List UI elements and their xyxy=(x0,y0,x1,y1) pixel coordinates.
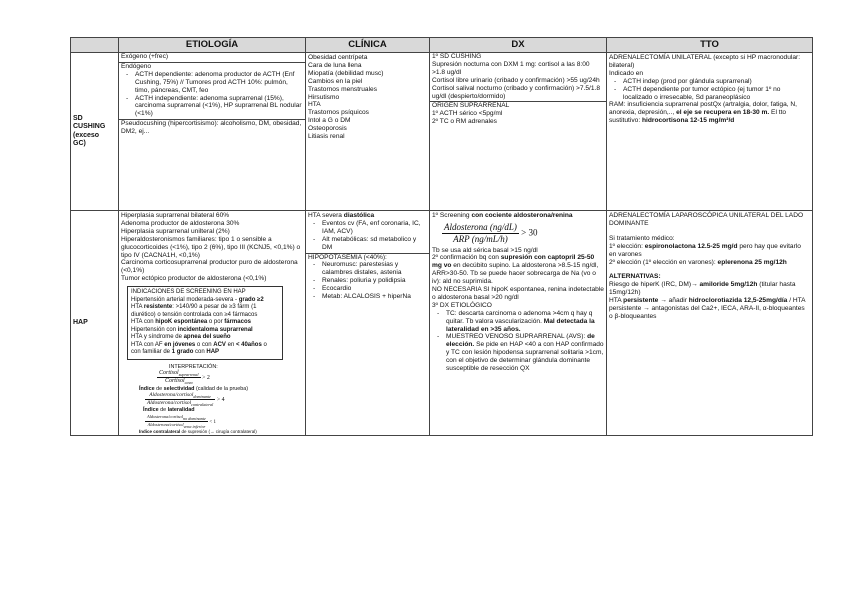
text-span: Riesgo de hiperK (IRC, DM)→ xyxy=(609,281,700,289)
relation: > 30 xyxy=(521,227,538,238)
list-item: - Eventos cv (FA, enf coronaria, IC, IAM, ACV) xyxy=(322,220,427,236)
text-span: HTA xyxy=(609,297,624,305)
text-span: en jóvenes xyxy=(164,341,196,348)
interp-title: INTERPRETACIÓN: xyxy=(169,363,218,370)
header-etiologia: ETIOLOGÍA xyxy=(119,38,306,53)
text-span: cava xyxy=(184,380,193,386)
text-span: Aldosterona xyxy=(147,400,174,407)
fraction-numerator: Aldosterona (ng/dL) xyxy=(444,221,517,232)
row-label-line: SD xyxy=(73,114,83,122)
summary-table xyxy=(70,37,813,436)
row-label-line: (exceso xyxy=(73,131,100,139)
text-span: hidrocortisona 12-15 mg/m²/d xyxy=(642,117,735,125)
text-span: lateralidad xyxy=(167,407,195,414)
text-span: eplerenona 25 mg/12h xyxy=(717,258,787,266)
text-span: El tto sustitutivo: xyxy=(609,109,787,125)
relation: > 2 xyxy=(202,375,210,382)
row-label-sd-cushing xyxy=(71,53,119,211)
text-span: HTA severa xyxy=(308,212,344,219)
text-span: TC: descarta carcinoma o adenoma >4cm q hay q quitar. Tb valora vascularización. xyxy=(446,309,593,325)
text-span: Mal detectada la lateralidad en >35 años. xyxy=(446,317,595,333)
hap-hta-list xyxy=(308,220,427,252)
row-hap xyxy=(71,211,813,436)
summary-sheet xyxy=(70,37,812,436)
text-span: o con xyxy=(195,341,214,348)
relation: > 4 xyxy=(216,397,225,404)
interpretation-block xyxy=(139,363,303,434)
hap-dx-list xyxy=(432,310,604,373)
text-span: diastólica xyxy=(343,212,375,219)
box-line xyxy=(131,304,279,319)
list-item: - Alt metabólicas: sd metabolico y DM xyxy=(322,236,427,252)
hap-hipo-title: HIPOPOTASEMIA (<40%): xyxy=(308,253,387,261)
text-span: HTA con xyxy=(131,319,156,326)
fraction-denominator: Aldosterona/cortisol$_{contralateral}$ xyxy=(147,400,214,408)
list-item: Osteoporosis xyxy=(308,125,347,133)
fraction-numerator: Aldosterona/cortisol$_{dominante}$ xyxy=(145,392,215,400)
text-span: HTA xyxy=(131,304,144,311)
dx-line: Supresión nocturna con DXM 1 mg: cortisol a las 8:00 >1.8 ug/dl xyxy=(432,60,590,76)
row-sd-cushing xyxy=(71,53,813,211)
tto-line xyxy=(609,281,810,297)
text-span: Aldosterona xyxy=(147,421,169,427)
header-empty xyxy=(71,38,119,53)
dx-line xyxy=(432,254,604,286)
sd-endogeno-block xyxy=(119,63,305,120)
row-label-line: CUSHING xyxy=(73,123,106,131)
text-span: 2º elección (1º elección en varones): xyxy=(609,258,718,266)
list-item xyxy=(446,333,604,373)
text-span: Aldosterona xyxy=(149,392,176,399)
text-span: con xyxy=(193,349,207,356)
text-span: apnea del sueño xyxy=(183,334,231,341)
text-span: de xyxy=(154,385,164,392)
text-span: hipoK espontánea xyxy=(155,319,208,326)
text-span: MUESTREO VENOSO SUPRARRENAL (AVS): xyxy=(446,333,588,341)
text-span: 1º elección: xyxy=(609,242,645,250)
header-dx: DX xyxy=(430,38,607,53)
text-span: hidroclorotiazida 12,5-25mg/día xyxy=(688,297,788,305)
box-line xyxy=(131,297,279,305)
row-label-hap: HAP xyxy=(71,211,119,436)
list-item: - ACTH independiente: adenoma suprarrenal (15%), carcinoma suprarrenal (<1%), HP suprarrenal BL nodular (<1%) xyxy=(135,95,303,119)
hap-clinica-cell xyxy=(306,211,430,436)
text-span: resistente xyxy=(143,304,173,311)
text-span: no dominante xyxy=(182,415,206,421)
fraction-denominator: Aldosterona/cortisol$_{vena inferior}$ xyxy=(147,421,206,429)
text-span: incidentaloma suprarrenal xyxy=(177,326,253,333)
hap-dx-screening xyxy=(432,212,604,220)
text-span: persistente xyxy=(623,297,659,305)
label-contralateral xyxy=(139,429,303,434)
tto-line: Si tratamiento médico: xyxy=(609,234,675,242)
text-span: 2º confirmación bq con xyxy=(432,254,501,262)
text-span: cortisol xyxy=(169,413,183,419)
fraction-denominator xyxy=(157,378,201,385)
tto-line xyxy=(609,259,810,267)
hap-hipo-list xyxy=(308,261,427,301)
text-span: en xyxy=(225,341,236,348)
tto-line: ADRENALECTOMÍA UNILATERAL (excepto si HP macronodular: bilateral) xyxy=(609,54,801,69)
dx-line: 3º DX ETIOLÓGICO xyxy=(432,301,492,309)
text-span: < 40años xyxy=(235,341,262,348)
text-span: cortisol xyxy=(176,392,194,399)
text-span: Hipertensión con xyxy=(131,326,178,333)
text-span: (calidad de la prueba) xyxy=(194,385,249,392)
header-tto: TTO xyxy=(607,38,813,53)
sd-pseudocushing: Pseudocushing (hipercortisismo): alcoholismo, DM, obesidad, DM2, ej... xyxy=(121,120,302,136)
fraction xyxy=(145,392,215,407)
text-span: (titular hasta 15mg/12h) xyxy=(609,281,796,297)
fraction-numerator: Aldosterona/cortisol$_{no dominante}$ xyxy=(147,413,206,421)
text-span: HAP xyxy=(206,349,220,356)
sd-tto-cell xyxy=(607,53,813,211)
text-span: en decúbito supino. La aldosterona >8.5-15 ng/dl, ARR>30-50. Tb se puede hacer sobrecarga de Na (vo o iv): ald no suprimida. xyxy=(432,262,599,286)
dx-line: 1º SD CUSHING xyxy=(432,53,482,60)
text-span: o xyxy=(261,341,267,348)
text-span: espironolactona 12.5-25 mg/d xyxy=(644,242,738,250)
text-span: con cociente aldosterona/renina xyxy=(471,212,573,219)
formula-selectividad xyxy=(145,392,303,407)
list-item: - ACTH indep (prod por glándula suprarrenal) xyxy=(623,78,810,86)
text-span: Índice xyxy=(143,407,159,414)
list-item: Hiperaldosteronismos familiares: tipo 1 o sensible a glucocorticoides (<1%), tipo 2 (6%), tipo III (KCNJ5, <0,1%) o tipo IV (CACNA1H, <0,1%) xyxy=(121,235,301,259)
dx-line: Cortisol salival nocturno (cribado y confirmación) >7.5/1.8 ug/dl (despierto/dormido) xyxy=(432,84,601,100)
list-item: Hiperplasia suprarrenal bilateral 60% xyxy=(121,212,230,219)
spacer xyxy=(609,228,810,235)
dx-line: 2º TC o RM adrenales xyxy=(432,118,497,126)
list-item: Hirsutismo xyxy=(308,93,340,101)
formula-lateralidad xyxy=(145,414,303,429)
hap-tto-cell xyxy=(607,211,813,436)
text-span: contralateral xyxy=(191,402,214,408)
sd-endogeno-title: Endógeno xyxy=(121,62,152,70)
sd-etiologia-cell xyxy=(119,53,306,211)
sd-clinica-cell xyxy=(306,53,430,211)
fraction-denominator: ARP (ng/mL/h) xyxy=(453,233,508,244)
tto-line: Indicado en xyxy=(609,69,644,77)
list-item: Miopatía (debilidad musc) xyxy=(308,69,384,77)
list-item: Trastornos psíquicos xyxy=(308,109,369,117)
text-span: el eje se recupera en 18-30 m. xyxy=(676,109,770,117)
formula-cortisol xyxy=(157,370,303,385)
box-line xyxy=(131,327,279,335)
text-span: suprarrenal xyxy=(178,372,199,378)
tto-alternativas-title: ALTERNATIVAS: xyxy=(609,273,661,281)
text-span: amiloride 5mg/12h xyxy=(699,281,758,289)
list-item: Hiperplasia suprarrenal unilteral (2%) xyxy=(121,227,230,235)
dx-line: Tb se usa ald sérica basal >15 ng/dl xyxy=(432,246,538,254)
formula-ratio xyxy=(442,222,604,245)
text-span: HTA con AF xyxy=(131,341,165,348)
list-item: Cambios en la piel xyxy=(308,77,363,85)
dx-line: NO NECESARIA SI hipoK espontanea, renina indetectable o aldosterona basal >20 ng/dl xyxy=(432,286,604,301)
text-span: Índice contralateral xyxy=(139,428,181,434)
text-span: pero hay que evitarlo en varones xyxy=(609,242,801,258)
list-item: - ACTH dependiente por tumor ectópico (ej tumor 1º no localizado o irresecable, Sd paraneoplásico xyxy=(623,86,810,102)
text-span: HTA y síndrome de xyxy=(131,334,184,341)
fraction xyxy=(145,414,208,429)
list-item: Cara de luna llena xyxy=(308,61,362,69)
sd-endogeno-list xyxy=(121,71,303,118)
list-item: - Ecocardio xyxy=(322,285,427,293)
text-span: : >140/90 a pesar de ≥3 fárm (1 diurético) o tensión controlada con ≥4 fármacos xyxy=(131,304,258,318)
text-span: grado ≥2 xyxy=(238,296,264,303)
fraction xyxy=(157,370,201,385)
list-item: HTA xyxy=(308,101,321,109)
header-row xyxy=(71,38,813,53)
list-item: - Neuromusc: parestesias y calambres distales, astenia xyxy=(322,261,427,277)
fraction xyxy=(442,222,519,245)
list-item: Adenoma productor de aldosterona 30% xyxy=(121,219,240,227)
dx-line: ORIGEN SUPRARRENAL xyxy=(432,102,510,110)
header-clinica: CLÍNICA xyxy=(306,38,430,53)
list-item: Obesidad centrípeta xyxy=(308,54,368,61)
text-span: 1º Screening xyxy=(432,212,472,219)
hap-etiologia-cell xyxy=(119,211,306,436)
text-span: selectividad xyxy=(163,385,195,392)
box-line xyxy=(131,342,279,350)
dx-line: 1º ACTH sérico <5pg/ml xyxy=(432,110,503,118)
tto-line: ADRENALECTOMÍA LAPAROSCÓPICA UNILATERAL DEL LADO DOMINANTE xyxy=(609,212,804,227)
text-span: cortisol xyxy=(174,400,192,407)
text-span: de xyxy=(158,407,168,414)
hap-dx-cell xyxy=(430,211,607,436)
text-span: Índice xyxy=(139,385,155,392)
text-span: Cortisol xyxy=(164,378,185,385)
list-item: Carcinoma corticosuprarrenal productor puro de aldosterona (<0,1%) xyxy=(121,259,298,275)
box-line xyxy=(131,334,279,342)
sd-exogeno: Exógeno (+frec) xyxy=(119,53,305,63)
text-span: dominante xyxy=(193,394,212,400)
list-item xyxy=(446,310,604,334)
box-line xyxy=(131,349,279,357)
hap-hta-block xyxy=(306,211,429,254)
fraction-numerator xyxy=(157,370,201,378)
screening-indications-box xyxy=(127,286,283,360)
text-span: vena inferior xyxy=(183,423,206,429)
text-span: de elección. xyxy=(446,333,595,349)
text-span: con familiar de xyxy=(131,349,172,356)
text-span: fármacos xyxy=(224,319,251,326)
hap-hipo-block xyxy=(306,254,429,302)
tto-line xyxy=(609,243,810,259)
list-item: Tumor ectópico productor de aldosterona (<0,1%) xyxy=(121,275,267,283)
relation: < 1 xyxy=(209,419,216,425)
spacer xyxy=(609,266,810,273)
text-span: Hipertensión arterial moderada-severa - xyxy=(131,296,239,303)
box-title: INDICACIONES DE SCREENING EN HAP xyxy=(131,289,246,296)
text-span: Se pide en HAP <40 a con HAP confirmado y TC con lesión hipodensa suprarrenal solitaria >1cm, con el objetivo de determinar glándula dominante susceptible de resección QX xyxy=(446,341,604,373)
text-span: → añadir xyxy=(658,297,689,305)
sd-tto-list xyxy=(609,78,810,102)
list-item: - ACTH dependiente: adenoma productor de ACTH (Enf Cushing, 75%) // Tumores prod ACTH 10%: pulmón, timo, páncreas, CMT, feo xyxy=(135,71,303,95)
text-span: supresión con captopril 25-50 mg vo xyxy=(432,254,595,270)
sd-dx-screening xyxy=(430,53,606,102)
dx-line: Cortisol libre urinario (cribado y confirmación) >55 ug/24h xyxy=(432,76,600,84)
text-span: RAM: insuficiencia suprarrenal postQx (artralgia, dolor, fatiga, N, anorexia, depresión,.., xyxy=(609,101,798,117)
text-span: / HTA persistente → antagonistas del Ca2+, IECA, ARA-II, α-bloqueantes o β-bloqueantes xyxy=(609,297,806,320)
text-span: 1 grado xyxy=(171,349,194,356)
text-span: o por xyxy=(207,319,225,326)
list-item: - Renales: poliuria y polidipsia xyxy=(322,277,427,285)
list-item: Intol a G o DM xyxy=(308,117,351,125)
box-line xyxy=(131,319,279,327)
text-span: de supresión (→ cirugía contralateral) xyxy=(180,428,257,434)
tto-line xyxy=(609,297,810,321)
hap-hta-title xyxy=(308,212,427,220)
sd-dx-cell xyxy=(430,53,607,211)
text-span: cortisol xyxy=(170,421,184,427)
text-span: Cortisol xyxy=(159,370,179,377)
list-item: - Metab: ALCALOSIS + hiperNa xyxy=(322,293,427,301)
row-label-line: GC) xyxy=(73,139,86,147)
sd-tto-ram xyxy=(609,101,810,125)
list-item: Trastornos menstruales xyxy=(308,85,378,93)
list-item: Litiasis renal xyxy=(308,133,345,141)
sd-dx-origen xyxy=(430,102,606,127)
text-span: ACV xyxy=(213,341,226,348)
text-span: Aldosterona xyxy=(147,413,169,419)
